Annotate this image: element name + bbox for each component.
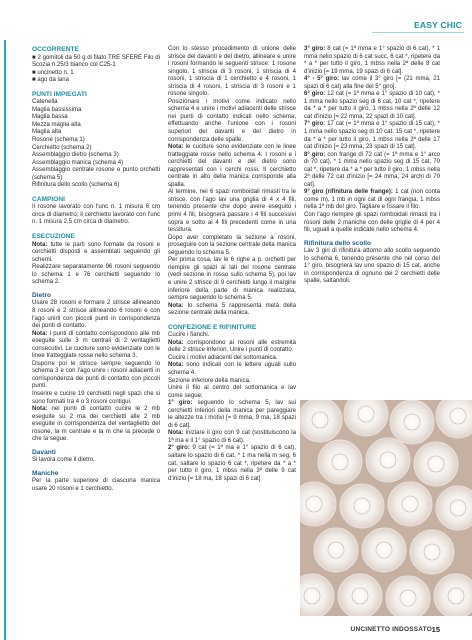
instruction-label: 9° giro (rifinitura delle frange): (304, 189, 393, 196)
heading-dietro: Dietro (32, 291, 52, 299)
confezione-line (168, 430, 296, 445)
occorrente-line: ■ uncinetto n. 1 (32, 69, 74, 76)
punti-line: Maglia alta (32, 129, 62, 136)
instruction-text: lav come il 3° giro [= (21 mma, 21 spazi di 6 cat) alla fine del 5° giro]. (304, 76, 440, 90)
heading-confezione: CONFEZIONE E RIFINITURE (168, 323, 257, 331)
round-instruction (304, 76, 440, 91)
heading-campioni: CAMPIONI (32, 195, 65, 203)
instruction-label: 3° giro: (304, 46, 326, 52)
davanti-text: Si lavora come il dietro. (32, 457, 95, 464)
confezione-line: Unire il filo al centro del sottomanica e lav come segue: (168, 385, 296, 399)
lace-illustration (300, 400, 472, 616)
instruction-text: 12 cat (= 1ª mma e 1° spazio di 10 cat), * 1 mma nello spazio seg di 6 cat, 10 cat *, ripetere da * a * per tutto il giro, 1 mbss nella 2ª delle 12 cat d'inizio [= 22 mma, 22 spazi di 10 cat]. (304, 91, 440, 120)
instruction-text: iniziare il giro con 9 cat (sostituiscono la 1ª ma e il 1° spazio di 6 cat). (168, 430, 296, 444)
round-instruction: Con l'ago riempire gli spazi romboidali rimasti tra i rosoni delle 2 maniche con delle griglie di 4 per 4 fili, uguali a quelle indicate nello schema 4. (304, 212, 440, 234)
heading-esecuzione: ESECUZIONE (32, 233, 75, 241)
column-2 (168, 46, 296, 483)
nota-text: lo schema 5 rappresenta metà della sezione centrale della manica. (168, 302, 296, 317)
rifinitura-text: Lav 3 giri di rifinitura attorno allo scollo seguendo lo schema 6, tenendo presente che nel corso del 1° giro, bisognerà lav uno spazio di 15 cat, anche in corrispondenza di ognuno dei 2 cerchietti delle spalle, saltandoli. (304, 248, 440, 285)
nota-text: nei punti di contatto cucire le 2 mb eseguite su 2 ma dei cerchietti alle 2 mb eseguite in corrispondenza del ventaglietto del rosone, la m centrale e la m che la precede o che la segue. (32, 406, 160, 443)
nota-text: tutte le parti sono formate da rosoni e cerchietti disposti e assemblati seguendo gli schemi. (32, 241, 160, 263)
campioni-text: Il rosone lavorato con l'unc n. 1 misura 6 cm circa di diametro; il cerchietto lavorato con l'unc n. 1 misura 2,5 cm circa di diametro. (32, 204, 160, 226)
instruction-label: 1° giro: (168, 400, 193, 407)
instruction-text: 8 cat (= 1ª mma e 1° spazio di 6 cat), * 1 mma nello spazio di 6 cat succ, 6 cat *, ripetere da * a * per tutto il giro, 1 mbss nella 2ª delle 8 cat d'inizio [= 19 mma, 19 spazi di 6 cat]. (304, 46, 440, 75)
page-footer (0, 624, 472, 640)
section-tag: EASY CHIC (414, 20, 462, 30)
instruction-label: 8° giro: (304, 151, 326, 158)
nota-label: Nota: (168, 144, 184, 151)
side-accent-rule (4, 40, 6, 640)
nota-label: Nota: (32, 406, 48, 413)
confezione-line (168, 362, 296, 377)
maniche-text: Per la parte superiore di ciascuna manica usare 20 rosoni e 1 cerchietto. (32, 478, 160, 492)
nota-paragraph (168, 144, 296, 189)
confezione-line: Cucire i motivi adiacenti del sottomanica. (168, 354, 278, 361)
round-instruction (304, 189, 440, 212)
instruction-label: Nota: (168, 362, 184, 369)
body-text: Posizionare i motivi come indicato nello schema 4 e unire i motivi adiacenti delle strisce nei punti di contatto indicati nello schema, effettuando anche l'unione con i rosoni superiori del davanti e del dietro in corrispondenza delle spalle. (168, 98, 296, 143)
instruction-text: 1 cat (non conta come m), 1 mb in ogni cat di ogni frangia, 1 mbss nella 1ª mb del giro. Tagliare e fissare il filo. (304, 189, 441, 211)
dietro-nota (32, 406, 160, 444)
punti-line: Cerchietto (schema 2) (32, 144, 92, 151)
instruction-text: con frange di 72 cat (= 1ª mma e 1° arco di 70 cat), * 1 mma nello spazio seg di 15 cat, 70 cat *, ripetere da * a * per tutto il giro, 1 mbss nella 2ª delle 72 cat d'inizio [= 24 mma, 24 archi di 70 cat]. (304, 151, 440, 188)
magazine-name: UNCINETTO INDOSSATO (350, 626, 432, 633)
round-instruction (304, 121, 440, 151)
nota-label: Nota: (32, 241, 48, 248)
column-3 (304, 46, 440, 286)
instruction-text: 17 cat (= 1ª mma e 1° spazio di 15 cat), * 1 mma nello spazio seg di 10 cat, 15 cat *, ripetere da * a * per tutto il giro, 1 mbss nella 2ª delle 17 cat d'inizio [= 23 mma, 23 spazi di 15 cat]. (304, 121, 440, 151)
body-text: Con lo stesso procedimento di unione delle strisce del davanti e del dietro, allineare e unire i rosoni formando le seguenti strisce: 1 rosone singolo, 1 striscia di 3 rosoni, 1 striscia di 4 rosoni, 1 striscia di 1 cerchietto e 4 rosoni, 1 striscia di 4 rosoni, 1 striscia di 3 rosoni e 1 rosone singolo. (168, 46, 296, 98)
round-instruction (304, 46, 440, 76)
crochet-lace-photo (300, 400, 472, 616)
confezione-line (168, 400, 296, 430)
dietro-text: Inserire e cucire 19 cerchietti negli spazi che si sono formati tra 4 o 3 rosoni contigui. (32, 390, 160, 405)
nota-label: Nota: (32, 330, 48, 337)
confezione-line (168, 340, 296, 355)
column-1 (32, 46, 160, 494)
body-text: Dopo aver completato la sezione a rosoni, proseguire con la sezione centrale della manica seguendo lo schema 5. (168, 234, 296, 256)
instruction-text: corrispondono ai rosoni alle estremità delle 2 strisce inferiori. Unire i punti di contatto. (168, 339, 296, 354)
confezione-line: Sezione inferiore della manica. (168, 377, 251, 384)
instruction-label: Nota: (168, 339, 184, 346)
instruction-label: 7° giro: (304, 121, 326, 128)
punti-line: Catenella (32, 99, 58, 106)
heading-occorrente: OCCORRENTE (32, 46, 79, 53)
punti-line: Mezza maglia alta (32, 121, 81, 128)
round-instruction (304, 91, 440, 121)
instruction-text: 9 cat (= 1ª ma e 1° spazio di 6 cat), saltare lo spazio di 6 cat, * 1 ma nella m seg, 6 cat, saltare lo spazio 6 cat *, ripetere da * a * per tutto il giro, 1 mbss nella 3ª delle 9 cat d'inizio [= 18 ma, 18 spazi di 6 cat] (168, 445, 296, 482)
punti-line: Assemblaggio manica (schema 4) (32, 159, 124, 166)
page-number: 15 (431, 625, 440, 634)
punti-line: Maglia bassa (32, 114, 68, 121)
instruction-text: seguendo lo schema 5, lav sui cerchietti inferiori della manica per pareggiare le altezze tra i motivi [= 9 mma, 9 ma, 18 spazi di 6 cat]. (168, 400, 296, 429)
confezione-line (168, 445, 296, 483)
dietro-text: Disporre poi le strisce sempre seguendo lo schema 3 e con l'ago unire i rosoni adiacenti in corrispondenza dei punti di contatto con piccoli punti. (32, 360, 160, 390)
nota-label: Nota: (168, 302, 184, 309)
nota-text: i punti di contatto corrispondono alle mb eseguite sulle 3 m centrali di 2 ventaglietti consecutivi. Le cuciture sono evidenziate con le linee tratteggiate rosse nello schema 3. (32, 330, 160, 360)
heading-maniche: Maniche (32, 469, 59, 477)
punti-line: Rosone (schema 1) (32, 137, 85, 144)
body-text: Per prima cosa, lav le 6 righe a p. orchetti per riempire gli spazi ai lati del rosone centrale (vedi sezione in rosso sullo schema 5), poi lav e unire 2 strisce di 9 cerchietti lungo il margine inferiore della parte di manica realizzata, sempre seguendo lo schema 5. (168, 257, 296, 302)
round-instruction (304, 152, 440, 190)
esecuzione-nota (32, 242, 160, 265)
confezione-line: Cucire i fianchi. (168, 332, 210, 339)
occorrente-line: ■ 2 gomitoli da 50 g di filato TRE SFERE Filo di Scozia n.25/3 bianco col C25-1 (32, 54, 160, 69)
punti-line: Rifinitura dello scollo (schema 6) (32, 182, 120, 189)
heading-punti: PUNTI IMPIEGATI (32, 90, 87, 98)
punti-line: Maglia bassissima (32, 106, 82, 113)
instruction-label: 4° - 5° giro: (304, 76, 340, 83)
instruction-label: 2° giro: (168, 445, 190, 452)
dietro-text: Usare 28 rosoni e formare 2 strisce allineando 8 rosoni e 2 strisce allineando 6 rosoni e con l'ago unirli con piccoli punti in corrispondenza dei punti di contatto. (32, 300, 160, 330)
dietro-nota (32, 331, 160, 361)
instruction-label: 6° giro: (304, 91, 326, 98)
esecuzione-text: Realizzare separatamente 96 rosoni seguendo lo schema 1 e 76 cerchietti seguendo lo schema 2. (32, 264, 160, 286)
instruction-text: sono indicati con le lettere uguali sullo schema 4. (168, 362, 296, 376)
heading-davanti: Davanti (32, 448, 56, 456)
heading-rifinitura: Rifinitura dello scollo (304, 239, 372, 247)
punti-line: Assemblaggio dietro (schema 3) (32, 152, 119, 159)
body-text: Al termine, nei 6 spazi romboidali rimasti tra le strisce, con l'ago lav una griglia di 4 x 4 fili, tenendo presente che dopo avere eseguito i primi 4 fili, bisognerà passare i 4 fili successivi sopra e sotto ai 4 fili precedenti come in una tessitura. (168, 189, 296, 234)
instruction-label: Nota: (168, 430, 184, 437)
header-rule (372, 32, 464, 33)
nota-text: le cuciture sono evidenziate con le linee tratteggiate rosse nello schema 4. I rosoni e i cerchietti del davanti e del dietro sono rappresentati con i cerchi rossi. Il cerchietto centrale in alto della manica corrisponde alla spalla. (168, 144, 296, 188)
punti-line: Assemblaggio centrale rosone e punto orchetti (schema 5) (32, 167, 160, 181)
occorrente-line: ■ ago da lana (32, 77, 69, 84)
nota-paragraph (168, 303, 296, 318)
